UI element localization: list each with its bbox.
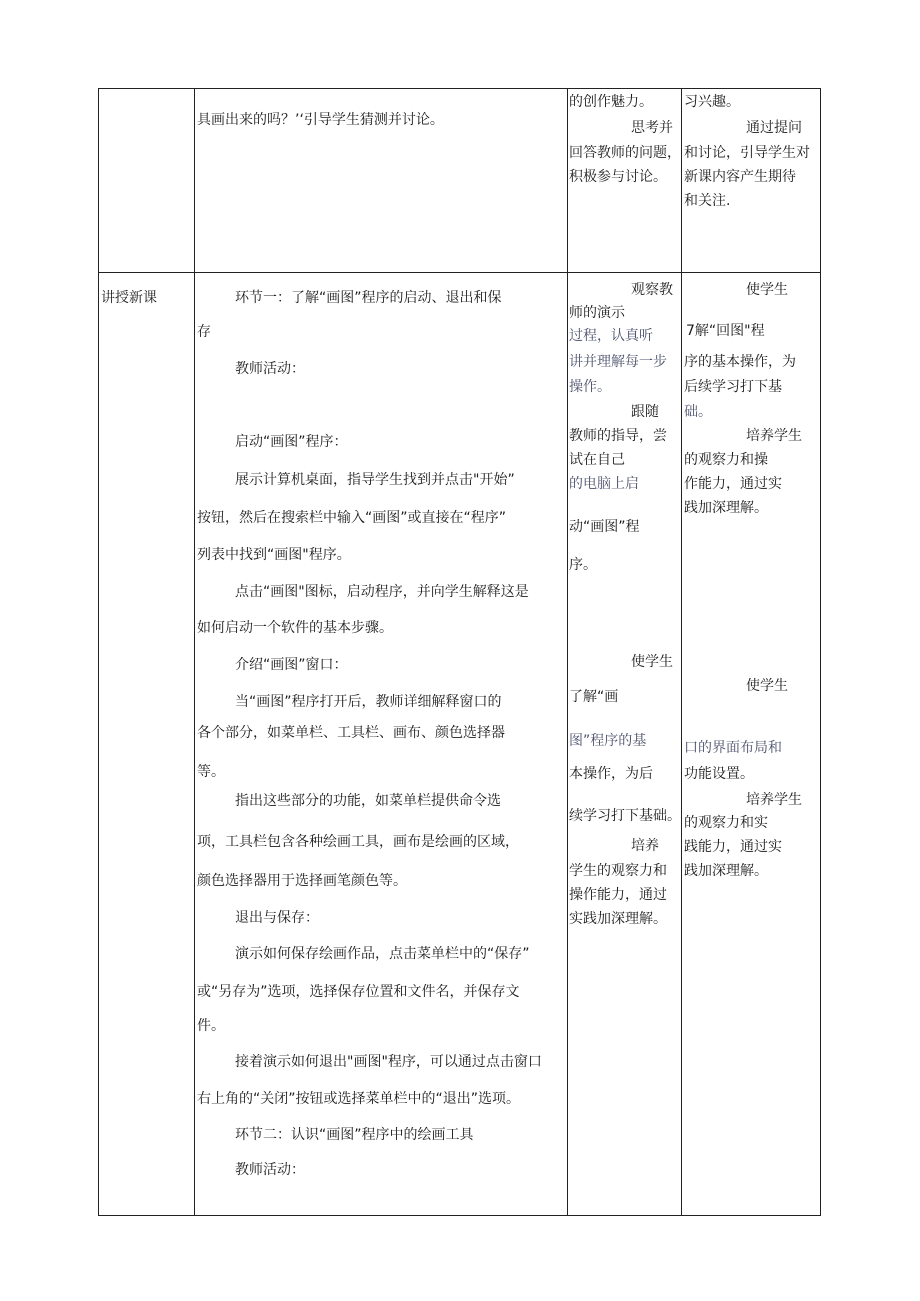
table-right-border bbox=[820, 88, 821, 1215]
table-bottom-border bbox=[98, 1215, 821, 1216]
intent-text: 新课内容产生期待 bbox=[684, 169, 796, 185]
student-text: 积极参与讨论。 bbox=[569, 169, 667, 185]
teacher-text: 具画出来的吗？’‘引导学生猜测并讨论。 bbox=[197, 112, 444, 128]
teacher-text: 项，工具栏包含各种绘画工具，画布是绘画的区域， bbox=[197, 834, 519, 850]
intent-text: 培养学生 bbox=[746, 792, 802, 808]
intent-text: 习兴趣。 bbox=[684, 94, 740, 110]
teacher-text: 教师活动： bbox=[235, 361, 305, 377]
student-text: 操作能力，通过 bbox=[569, 887, 667, 903]
teacher-text: 启动“画图”程序： bbox=[235, 434, 348, 450]
intent-text: 序的基本操作，为 bbox=[684, 354, 796, 370]
teacher-text: 展示计算机桌面，指导学生找到并点击"开始” bbox=[235, 472, 515, 488]
teacher-text: 或“另存为”选项，选择保存位置和文件名，并保存文 bbox=[197, 984, 520, 1000]
student-text: 本操作，为后 bbox=[569, 766, 653, 782]
teacher-text: 教师活动： bbox=[235, 1162, 305, 1178]
intent-text: 的观察力和操 bbox=[684, 452, 768, 468]
intent-text: 后续学习打下基 bbox=[684, 379, 782, 395]
student-text: 观察教 bbox=[631, 282, 673, 298]
student-text: 的电脑上启 bbox=[569, 476, 639, 492]
student-text: 使学生 bbox=[631, 654, 673, 670]
teacher-text: 件。 bbox=[197, 1018, 225, 1034]
teacher-text: 等。 bbox=[197, 764, 225, 780]
table-top-border bbox=[98, 88, 821, 89]
student-text: 续学习打下基础。 bbox=[569, 808, 681, 824]
teacher-text: 指出这些部分的功能，如菜单栏提供命令选 bbox=[235, 793, 501, 809]
teacher-text: 按钮，然后在搜索栏中输入“画图”或直接在“程序” bbox=[197, 510, 507, 526]
column-divider-2 bbox=[567, 88, 568, 1215]
intent-text: 培养学生 bbox=[746, 428, 802, 444]
teacher-text: 存 bbox=[197, 324, 211, 340]
student-text: 了解“画 bbox=[569, 689, 619, 705]
teacher-text: 如何启动一个软件的基本步骤。 bbox=[197, 620, 393, 636]
teacher-text: 演示如何保存绘画作品，点击菜单栏中的“保存” bbox=[235, 946, 530, 962]
teacher-text: 退出与保存： bbox=[235, 910, 319, 926]
section-heading: 环节二：认识“画图”程序中的绘画工具 bbox=[235, 1127, 474, 1143]
student-text: 过程，认真听 bbox=[569, 328, 653, 344]
intent-text: 和讨论，引导学生对 bbox=[684, 145, 810, 161]
teacher-text: 点击“画图"图标，启动程序，并向学生解释这是 bbox=[235, 584, 529, 600]
intent-text: 通过提问 bbox=[746, 120, 802, 136]
teacher-text: 颜色选择器用于选择画笔颜色等。 bbox=[197, 873, 407, 889]
stage-label: 讲授新课 bbox=[101, 290, 157, 306]
teacher-text: 接着演示如何退出"画图"程序，可以通过点击窗口 bbox=[235, 1054, 542, 1070]
student-text: 试在自己 bbox=[569, 452, 625, 468]
student-text: 培养 bbox=[631, 838, 659, 854]
table-left-border bbox=[98, 88, 99, 1215]
teacher-text: 列表中找到“画图"程序。 bbox=[197, 547, 351, 563]
intent-text: 的观察力和实 bbox=[684, 815, 768, 831]
intent-text: 和关注. bbox=[684, 193, 731, 209]
student-text: 序。 bbox=[569, 557, 597, 573]
intent-text: 践加深理解。 bbox=[684, 863, 768, 879]
intent-text: 使学生 bbox=[746, 282, 788, 298]
student-text: 实践加深理解。 bbox=[569, 911, 667, 927]
student-text: 教师的指导，尝 bbox=[569, 428, 667, 444]
teacher-text: 介绍“画图”窗口： bbox=[235, 657, 348, 673]
teacher-text: 各个部分，如菜单栏、工具栏、画布、颜色选择器 bbox=[197, 725, 505, 741]
student-text: 跟随 bbox=[631, 404, 659, 420]
student-text: 师的演示 bbox=[569, 305, 625, 321]
student-text: 思考并 bbox=[631, 120, 673, 136]
intent-text: 础。 bbox=[684, 404, 712, 420]
teacher-text: 右上角的“关闭”按钮或选择菜单栏中的“退出”选项。 bbox=[197, 1091, 521, 1107]
student-text: 操作。 bbox=[569, 379, 611, 395]
intent-text: 口的界面布局和 bbox=[684, 740, 782, 756]
student-text: 学生的观察力和 bbox=[569, 863, 667, 879]
section-heading: 环节一：了解“画图”程序的启动、退出和保 bbox=[235, 290, 502, 306]
intent-text: 践能力，通过实 bbox=[684, 839, 782, 855]
student-text: 动“画图”程 bbox=[569, 519, 640, 535]
intent-text: 践加深理解。 bbox=[684, 500, 768, 516]
row-divider bbox=[98, 272, 821, 273]
student-text: 讲并理解每一步 bbox=[569, 354, 667, 370]
student-text: 图”程序的基 bbox=[569, 733, 647, 749]
student-text: 的创作魅力。 bbox=[569, 94, 653, 110]
column-divider-1 bbox=[194, 88, 195, 1215]
intent-text: 使学生 bbox=[746, 678, 788, 694]
student-text: 回答教师的问题， bbox=[569, 145, 681, 161]
intent-text: 作能力，通过实 bbox=[684, 476, 782, 492]
intent-text: 7解“回图"程 bbox=[686, 323, 765, 339]
teacher-text: 当“画图”程序打开后，教师详细解释窗口的 bbox=[235, 694, 502, 710]
column-divider-3 bbox=[681, 88, 682, 1215]
intent-text: 功能设置。 bbox=[684, 766, 754, 782]
